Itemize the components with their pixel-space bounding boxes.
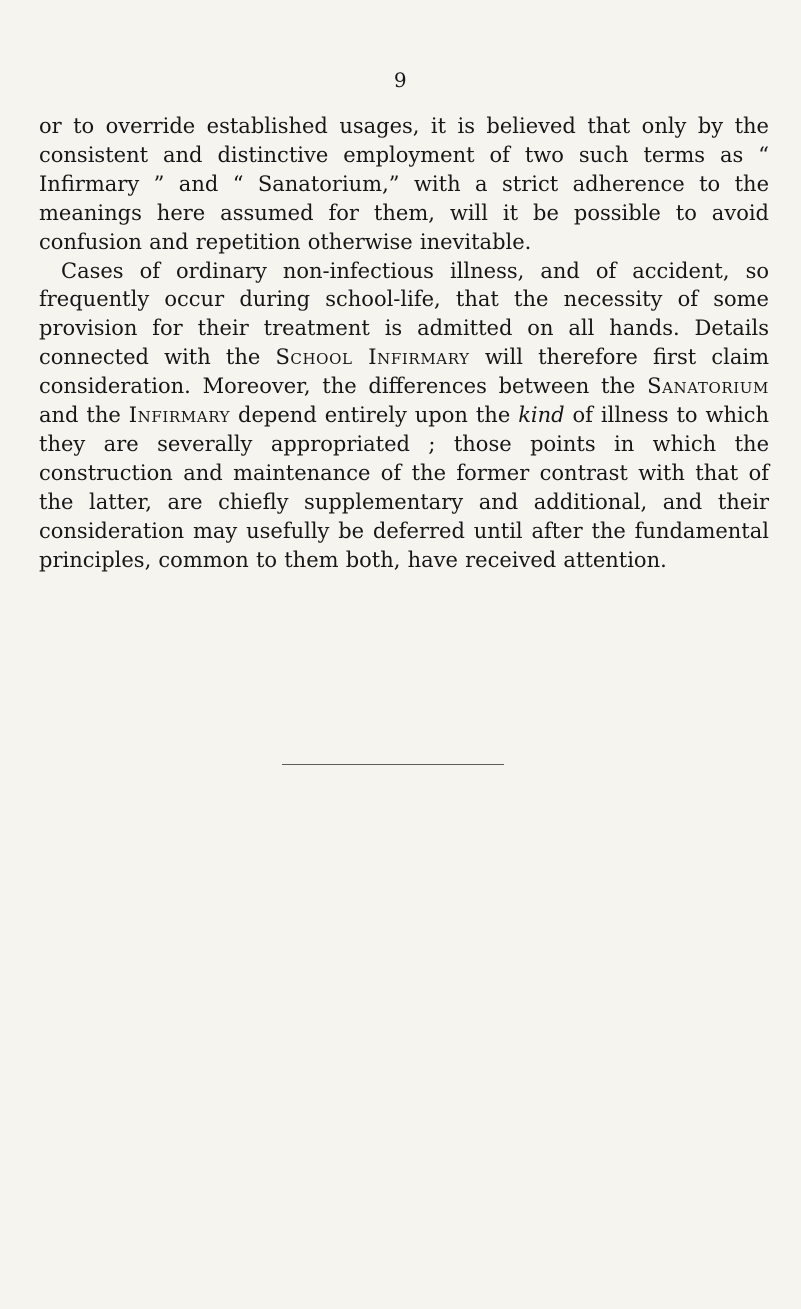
paragraph-text: will therefore first claim consideration. Moreover, the differences between the (39, 345, 770, 399)
term-infirmary: Infirmary (128, 403, 231, 428)
paragraph-text: of illness to which they are severally appropriated ; those points in which the construction and maintenance of the former contrast with that of the latter, are chiefly supplementary and additional, and their consideration may usefully be deferred until after the fundamental principles, common to them both, have received attention. (39, 403, 769, 572)
page-number: 9 (393, 68, 408, 92)
paragraph-text: or to override established usages, it is believed that only by the consistent and distinctive employment of two such terms as “ Infirmary ” and “ Sanatorium,” with a strict adherence to the meanings here assumed for them, will it be possible to avoid confusion and repetition otherwise inevitable. (39, 114, 769, 254)
paragraph-text: Cases of ordinary non-infectious illness, and of accident, so frequently occur during school-life, that the necessity of some provision for their treatment is admitted on all hands. Details connected with the (39, 258, 769, 370)
body-text (39, 112, 769, 575)
paragraph-text: depend entirely upon the (230, 403, 519, 428)
term-school-infirmary: School Infirmary (275, 345, 470, 370)
paragraph-text: and the (39, 403, 129, 428)
term-sanatorium: Sanatorium (647, 374, 769, 399)
paragraph-continuation (39, 112, 769, 257)
section-divider (282, 764, 504, 765)
emphasis-kind: kind (518, 403, 565, 428)
paragraph-cases (39, 257, 769, 575)
